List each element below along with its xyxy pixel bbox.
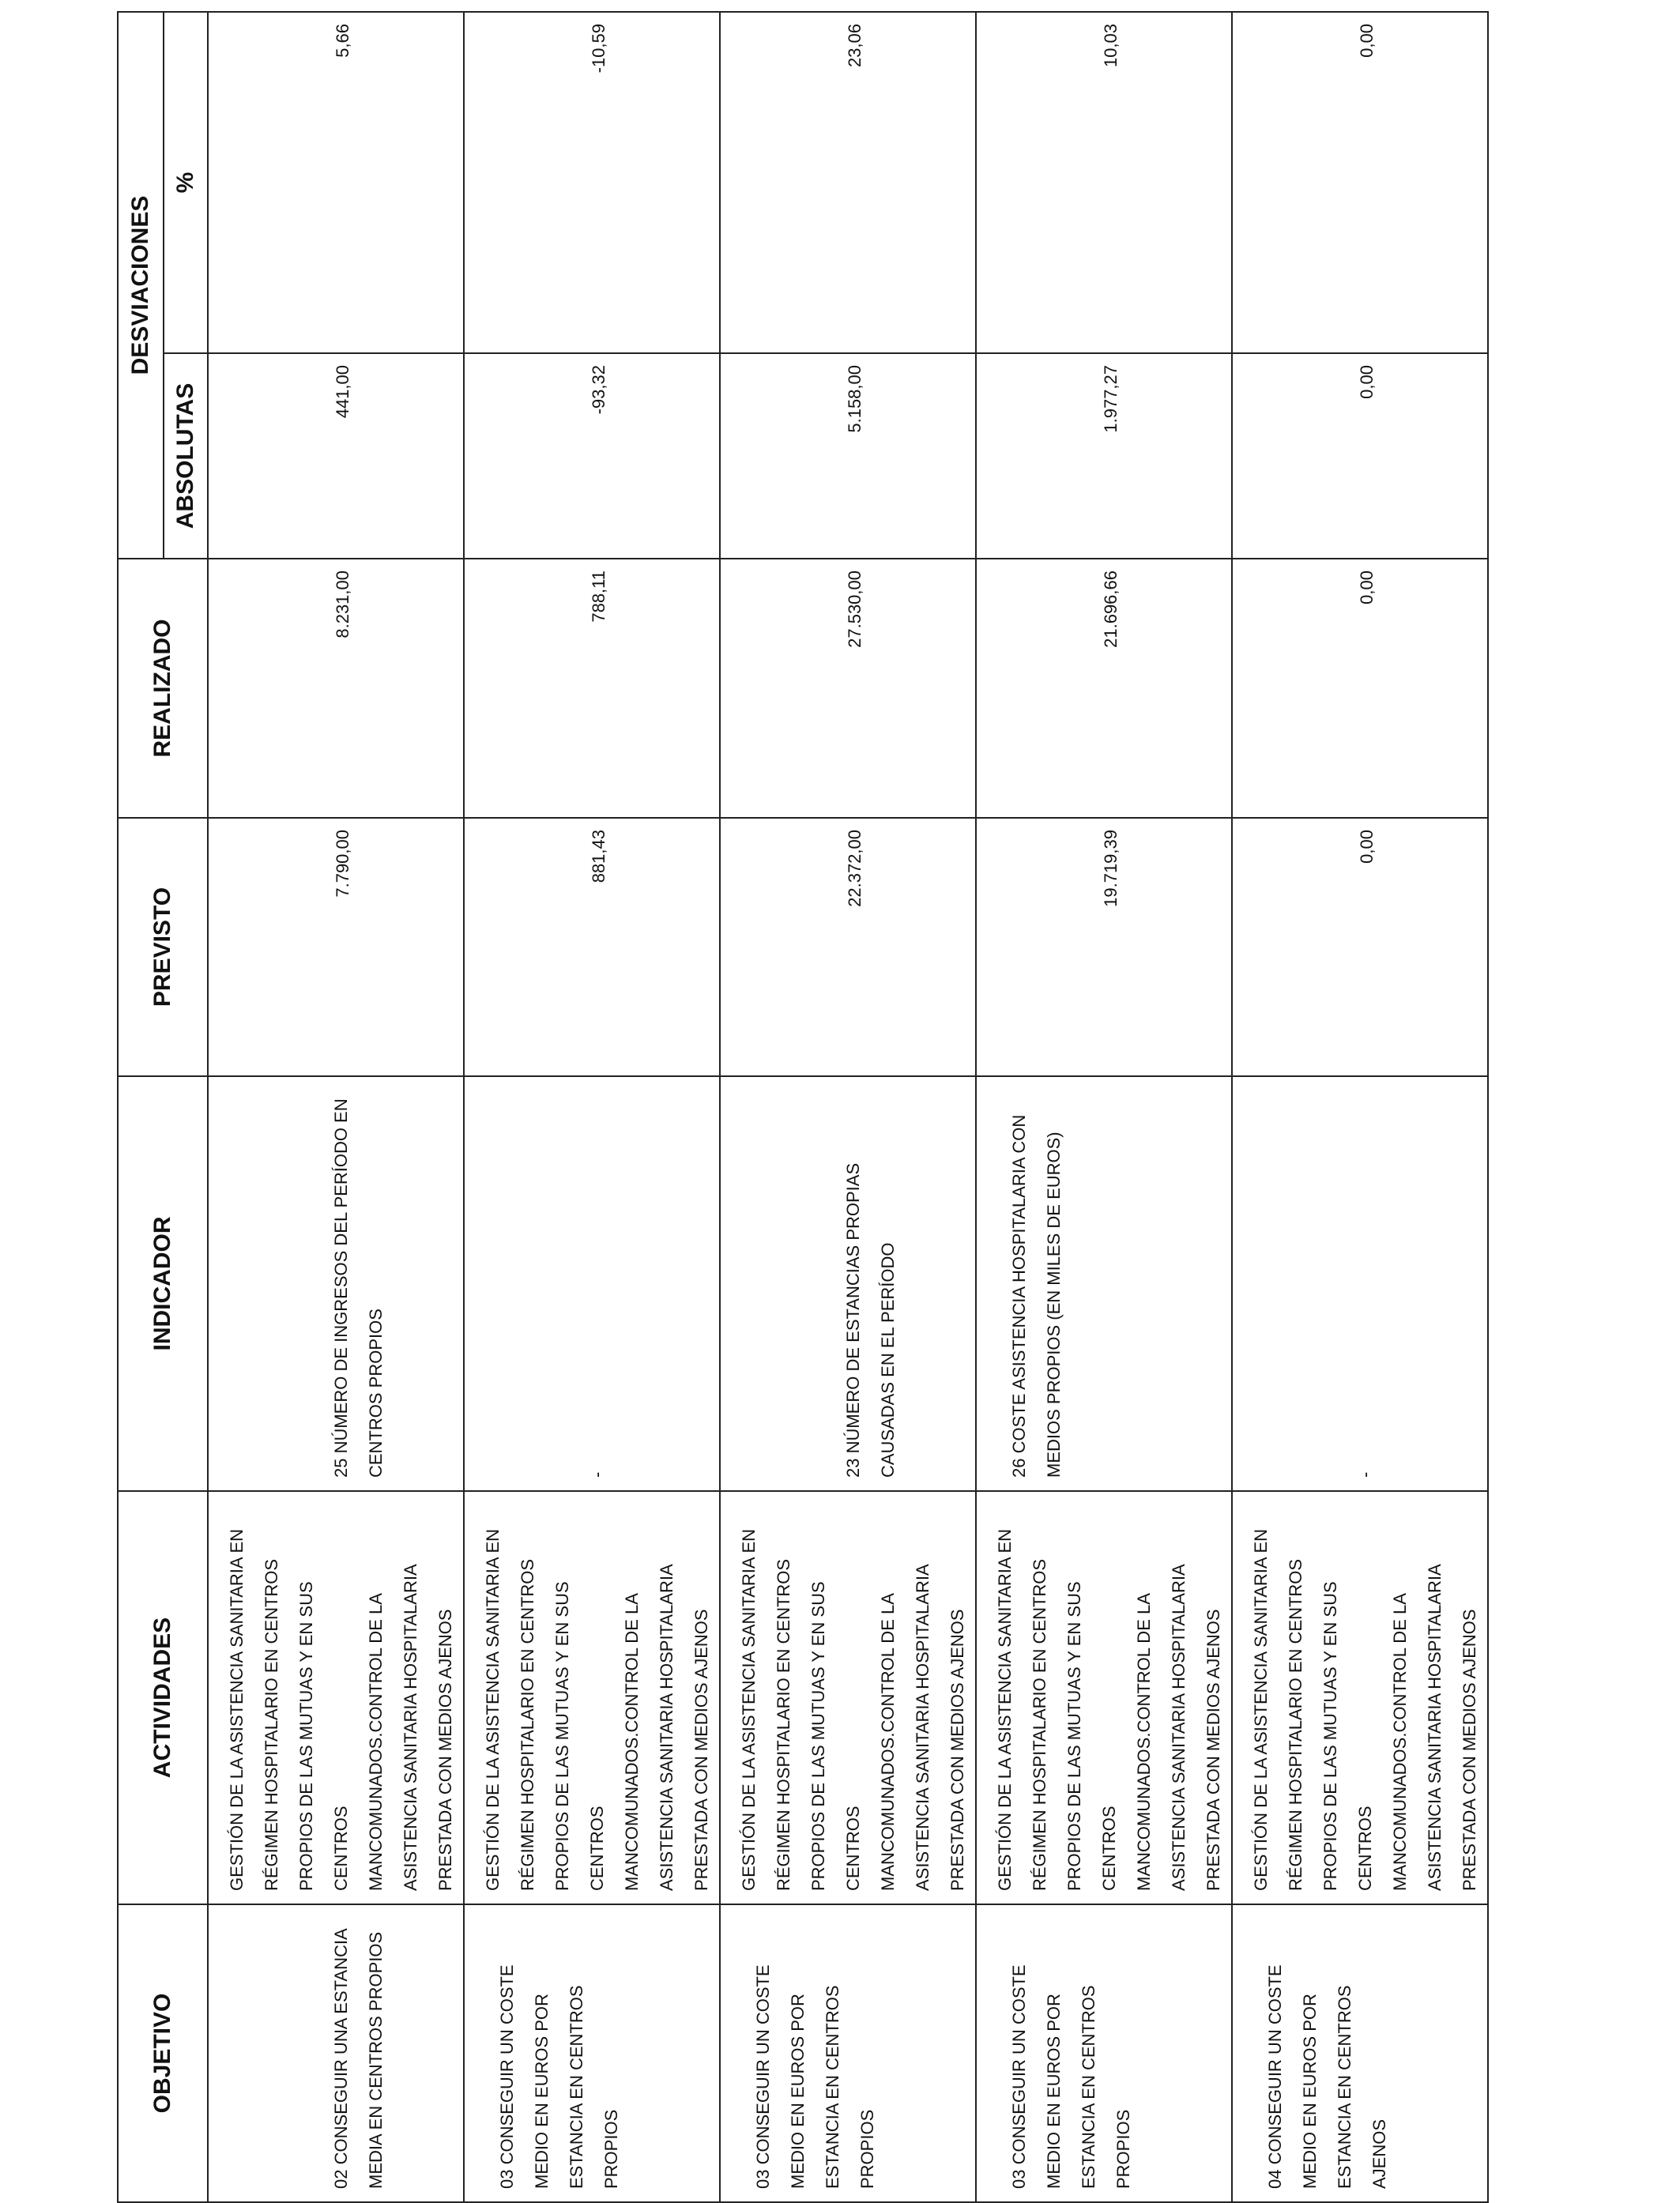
actividades-text-1: GESTIÓN DE LA ASISTENCIA SANITARIA EN RÉGIMEN HOSPITALARIO EN CENTROS PROPIOS DE LAS MUTUAS Y EN SUS CENTROS [483,1528,607,1891]
objetivo-text: 03 CONSEGUIR UN COSTE MEDIO EN EUROS POR ESTANCIA EN CENTROS PROPIOS [753,1964,877,2189]
realizado-cell [976,559,1232,818]
realizado-cell [464,559,720,818]
realizado-cell [720,559,976,818]
header-desviaciones: DESVIACIONES [118,12,164,559]
actividades-text-2: MANCOMUNADOS.CONTROL DE LA ASISTENCIA SANITARIA HOSPITALARIA PRESTADA CON MEDIOS AJENOS [366,1565,455,1891]
porcentaje-cell [464,12,720,353]
actividades-text-2: MANCOMUNADOS.CONTROL DE LA ASISTENCIA SANITARIA HOSPITALARIA PRESTADA CON MEDIOS AJENOS [878,1565,967,1891]
indicador-text: - [587,1471,607,1478]
porcentaje-cell [976,12,1232,353]
objetivo-cell [1232,1904,1488,2202]
realizado-value: 21.696,66 [1101,571,1121,648]
porcentaje-value: 23,06 [845,24,864,68]
porcentaje-cell [208,12,464,353]
actividades-text-1: GESTIÓN DE LA ASISTENCIA SANITARIA EN RÉGIMEN HOSPITALARIO EN CENTROS PROPIOS DE LAS MUTUAS Y EN SUS CENTROS [995,1528,1119,1891]
realizado-cell [1232,559,1488,818]
indicador-text: 25 NÚMERO DE INGRESOS DEL PERÍODO EN CENTROS PROPIOS [331,1098,386,1478]
objetivo-cell [208,1904,464,2202]
absolutas-cell [976,353,1232,559]
previsto-cell [720,818,976,1076]
indicador-text: 23 NÚMERO DE ESTANCIAS PROPIAS CAUSADAS EN EL PERÍODO [843,1162,898,1478]
table-row [208,12,464,2202]
actividades-text-1: GESTIÓN DE LA ASISTENCIA SANITARIA EN RÉGIMEN HOSPITALARIO EN CENTROS PROPIOS DE LAS MUTUAS Y EN SUS CENTROS [1251,1528,1375,1891]
previsto-value: 0,00 [1357,830,1377,864]
indicador-cell [720,1076,976,1491]
absolutas-value: 0,00 [1357,365,1377,399]
header-indicador: INDICADOR [118,1076,208,1491]
absolutas-value: 5.158,00 [845,365,864,433]
absolutas-cell [208,353,464,559]
table-row [464,12,720,2202]
header-previsto: PREVISTO [118,818,208,1076]
objetivo-text: 03 CONSEGUIR UN COSTE MEDIO EN EUROS POR ESTANCIA EN CENTROS PROPIOS [1009,1964,1133,2189]
absolutas-value: 1.977,27 [1101,365,1121,433]
previsto-value: 881,43 [589,830,608,883]
objetivo-cell [976,1904,1232,2202]
absolutas-value: 441,00 [333,365,352,419]
actividades-cell [720,1491,976,1904]
actividades-text-1: GESTIÓN DE LA ASISTENCIA SANITARIA EN RÉGIMEN HOSPITALARIO EN CENTROS PROPIOS DE LAS MUTUAS Y EN SUS CENTROS [739,1528,863,1891]
header-realizado: REALIZADO [118,559,208,818]
indicador-cell [976,1076,1232,1491]
previsto-cell [1232,818,1488,1076]
objectives-table [117,11,1489,2203]
actividades-text-1: GESTIÓN DE LA ASISTENCIA SANITARIA EN RÉGIMEN HOSPITALARIO EN CENTROS PROPIOS DE LAS MUTUAS Y EN SUS CENTROS [227,1528,351,1891]
actividades-cell [464,1491,720,1904]
header-objetivo: OBJETIVO [118,1904,208,2202]
table-row [976,12,1232,2202]
absolutas-cell [720,353,976,559]
report-sheet [117,13,1479,2203]
actividades-cell [976,1491,1232,1904]
actividades-cell [208,1491,464,1904]
previsto-value: 7.790,00 [333,830,352,898]
indicador-text: 26 COSTE ASISTENCIA HOSPITALARIA CON MEDIOS PROPIOS (EN MILES DE EUROS) [1009,1114,1064,1478]
actividades-text-2: MANCOMUNADOS.CONTROL DE LA ASISTENCIA SANITARIA HOSPITALARIA PRESTADA CON MEDIOS AJENOS [1390,1565,1479,1891]
indicador-text: - [1355,1471,1375,1478]
previsto-value: 19.719,39 [1101,830,1121,907]
objetivo-text: 04 CONSEGUIR UN COSTE MEDIO EN EUROS POR ESTANCIA EN CENTROS AJENOS [1265,1964,1389,2189]
objetivo-text: 03 CONSEGUIR UN COSTE MEDIO EN EUROS POR ESTANCIA EN CENTROS PROPIOS [497,1964,621,2189]
objetivo-cell [464,1904,720,2202]
header-absolutas: ABSOLUTAS [164,353,208,559]
realizado-value: 27.530,00 [845,571,864,648]
previsto-value: 22.372,00 [845,830,864,907]
absolutas-cell [1232,353,1488,559]
objetivo-cell [720,1904,976,2202]
porcentaje-cell [720,12,976,353]
realizado-value: 788,11 [589,571,608,623]
previsto-cell [464,818,720,1076]
indicador-cell [464,1076,720,1491]
absolutas-value: -93,32 [589,365,608,415]
realizado-cell [208,559,464,818]
porcentaje-value: 0,00 [1357,24,1377,58]
previsto-cell [976,818,1232,1076]
actividades-cell [1232,1491,1488,1904]
porcentaje-value: 10,03 [1101,24,1121,68]
porcentaje-cell [1232,12,1488,353]
header-actividades: ACTIVIDADES [118,1491,208,1904]
absolutas-cell [464,353,720,559]
table-body [208,12,1488,2202]
actividades-text-2: MANCOMUNADOS.CONTROL DE LA ASISTENCIA SANITARIA HOSPITALARIA PRESTADA CON MEDIOS AJENOS [622,1565,711,1891]
indicador-cell [1232,1076,1488,1491]
porcentaje-value: -10,59 [589,24,608,73]
porcentaje-value: 5,66 [333,24,352,58]
realizado-value: 8.231,00 [333,571,352,638]
indicador-cell [208,1076,464,1491]
realizado-value: 0,00 [1357,571,1377,604]
table-row [1232,12,1488,2202]
table-row [720,12,976,2202]
objetivo-text: 02 CONSEGUIR UNA ESTANCIA MEDIA EN CENTROS PROPIOS [331,1929,386,2189]
header-porcentaje: % [164,12,208,353]
actividades-text-2: MANCOMUNADOS.CONTROL DE LA ASISTENCIA SANITARIA HOSPITALARIA PRESTADA CON MEDIOS AJENOS [1134,1565,1223,1891]
previsto-cell [208,818,464,1076]
